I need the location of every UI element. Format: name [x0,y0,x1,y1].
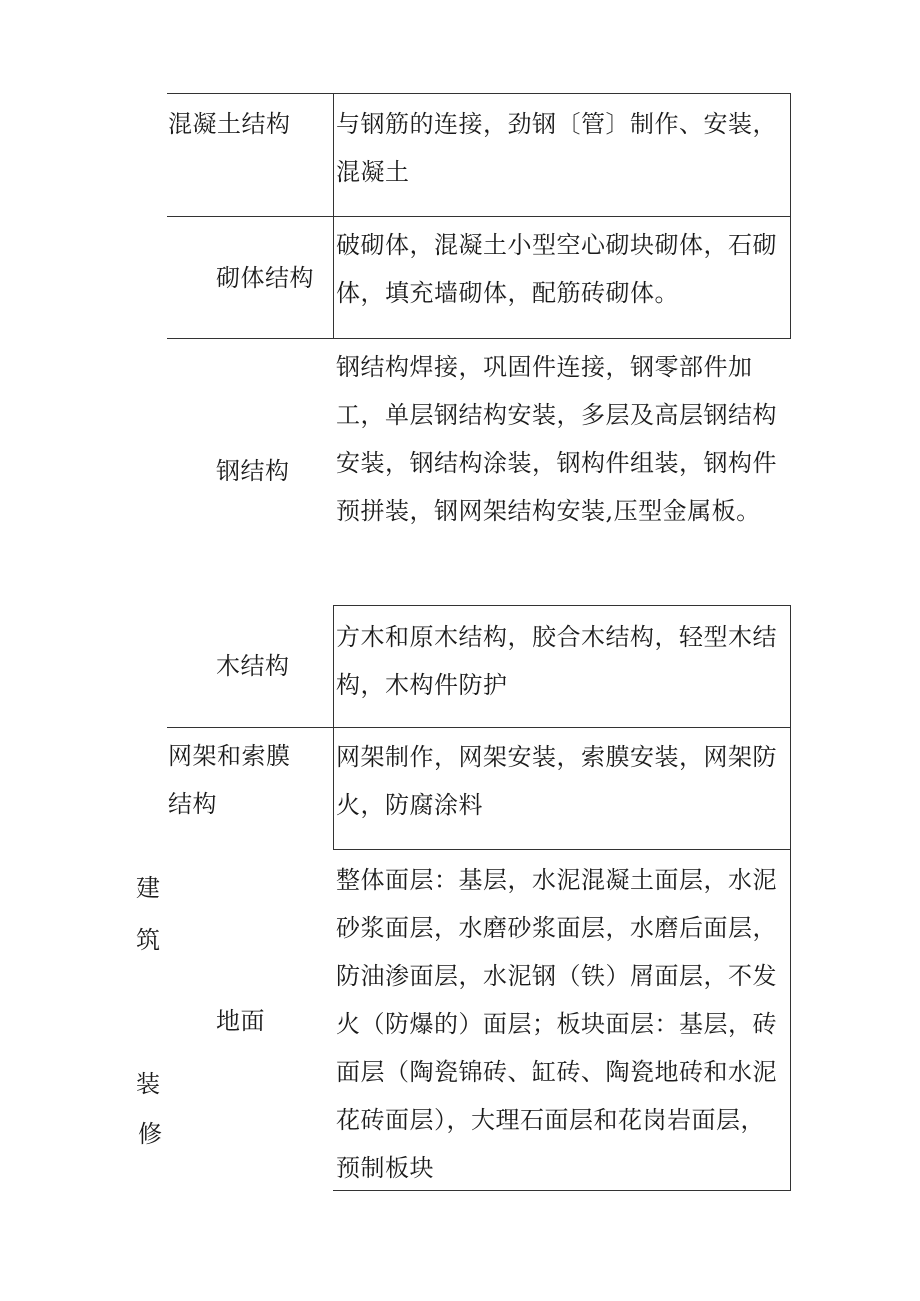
row-name: 木结构 [216,652,290,680]
content-line: 破砌体，混凝土小型空心砌块砌体，石砌 [336,231,777,259]
row-content [336,100,777,196]
content-line: 钢结构焊接，巩固件连接，钢零部件加 [336,353,753,381]
content-line: 体，填充墙砌体，配筋砖砌体。 [336,279,679,307]
content-line: 工，单层钢结构安装，多层及高层钢结构 [336,401,777,429]
content-line: 整体面层：基层，水泥混凝土面层，水泥 [336,866,777,894]
content-line: 火，防腐涂料 [336,791,483,819]
content-line: 砂浆面层，水磨砂浆面层，水磨后面层， [336,914,777,942]
table-rule [167,216,791,217]
row-name [168,732,291,828]
row-name: 混凝土结构 [168,110,291,138]
row-content [336,221,777,317]
row-content [336,613,777,709]
table-rule [333,605,791,606]
content-line: 防油渗面层，水泥钢（铁）屑面层，不发 [336,962,777,990]
row-name: 砌体结构 [216,264,314,292]
name-line: 结构 [168,790,217,818]
content-line: 方木和原木结构，胶合木结构，轻型木结 [336,623,777,651]
table-rule [333,605,334,849]
row-content [336,856,777,1192]
content-line: 与钢筋的连接，劲钢〔管〕制作、安装， [336,110,777,138]
table-rule [333,849,791,850]
content-line: 面层（陶瓷锦砖、缸砖、陶瓷地砖和水泥 [336,1058,777,1086]
content-line: 安装，钢结构涂装，钢构件组装，钢构件 [336,449,777,477]
category-char: 装 [136,1070,160,1098]
table-rule [790,93,791,338]
row-content [336,733,777,829]
row-content [336,343,777,535]
table-rule [790,605,791,849]
table-rule [167,93,791,94]
table-rule [167,338,791,339]
category-char: 修 [138,1120,162,1148]
category-char: 建 [136,874,160,902]
content-line: 网架制作，网架安装，索膜安装，网架防 [336,743,777,771]
content-line: 混凝土 [336,158,410,186]
table-rule [790,849,791,1190]
content-line: 花砖面层），大理石面层和花岗岩面层， [336,1106,765,1134]
row-name: 地面 [216,1007,265,1035]
category-char: 筑 [136,926,160,954]
row-name: 钢结构 [216,457,290,485]
content-line: 预制板块 [336,1154,434,1182]
content-line: 预拼装，钢网架结构安装,压型金属板。 [336,497,761,525]
content-line: 构，木构件防护 [336,671,508,699]
table-rule [167,727,791,728]
content-line: 火（防爆的）面层；板块面层：基层，砖 [336,1010,777,1038]
table-rule [333,93,334,338]
name-line: 网架和索膜 [168,742,291,770]
